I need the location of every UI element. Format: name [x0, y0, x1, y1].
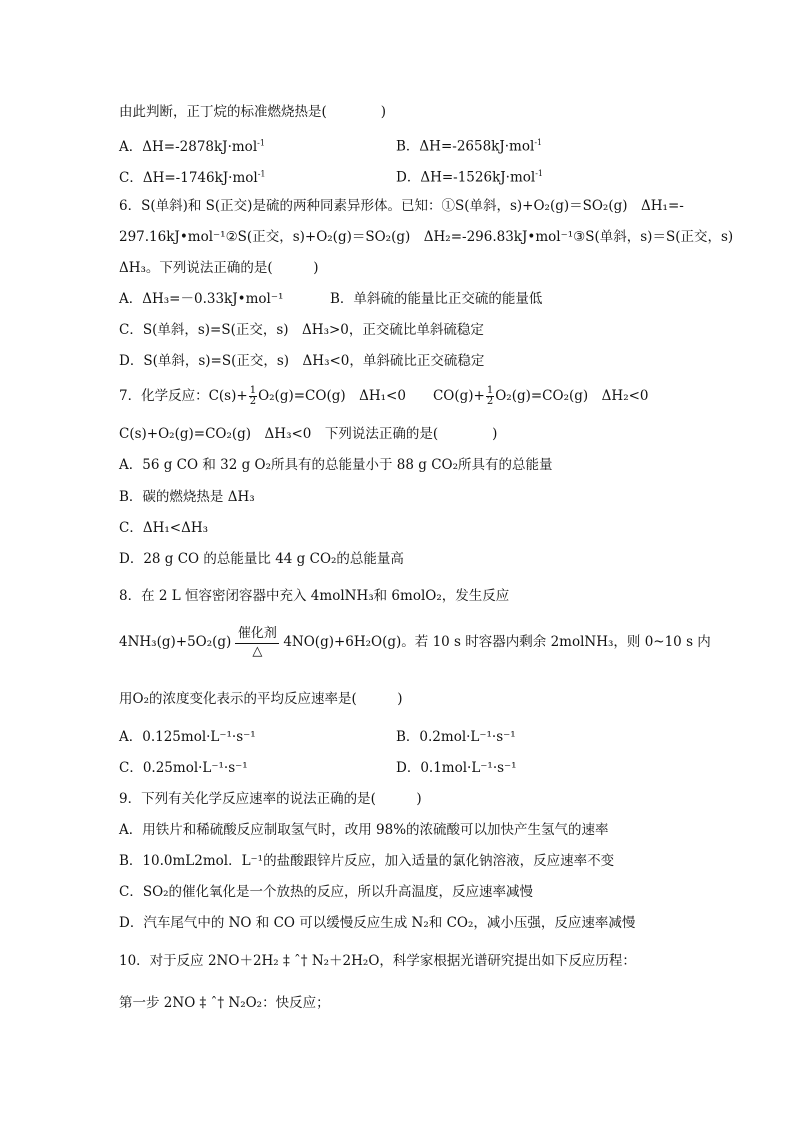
fraction-half: $\frac{1}{2}$: [486, 385, 494, 407]
question-6-options-ab: [119, 290, 719, 308]
question-9-stem: 9．下列有关化学反应速率的说法正确的是( ): [119, 791, 422, 807]
option-b: B．ΔH=-2658kJ·mol$^{-1}$: [396, 138, 543, 155]
question-6-option-c: C．S(单斜，s)=S(正交，s) ΔH₃>0，正交硫比单斜硫稳定: [119, 322, 484, 338]
question-8-options-cd: [119, 759, 719, 777]
option-a: A．ΔH=-2878kJ·mol$^{-1}$: [119, 138, 265, 155]
question-6-stem-line2: 297.16kJ•mol⁻¹②S(正交，s)+O₂(g)＝SO₂(g) ΔH₂=-296.83kJ•mol⁻¹③S(单斜，s)＝S(正交，s): [119, 229, 734, 245]
option-c: C．ΔH=-1746kJ·mol$^{-1}$: [119, 169, 266, 186]
question-5-options-cd: [119, 165, 719, 187]
question-10-stem: 10．对于反应 2NO＋2H₂ ‡ ˆ† N₂＋2H₂O，科学家根据光谱研究提出如下反应历程：: [119, 953, 636, 969]
question-7-stem-line2: C(s)+O₂(g)=CO₂(g) ΔH₃<0 下列说法正确的是( ): [119, 426, 498, 442]
question-10-step1: 第一步 2NO ‡ ˆ† N₂O₂：快反应；: [119, 995, 330, 1011]
question-9-option-c: C．SO₂的催化氧化是一个放热的反应，所以升高温度，反应速率减慢: [119, 884, 534, 900]
option-d: D．0.1mol·L⁻¹·s⁻¹: [396, 760, 517, 776]
question-9-option-b: B．10.0mL2mol．L⁻¹的盐酸跟锌片反应，加入适量的氯化钠溶液，反应速率不变: [119, 853, 615, 869]
fraction-half: $\frac{1}{2}$: [249, 385, 257, 407]
option-d: D．ΔH=-1526kJ·mol$^{-1}$: [396, 169, 544, 186]
question-6-option-d: D．S(单斜，s)=S(正交，s) ΔH₃<0，单斜硫比正交硫稳定: [119, 353, 485, 369]
question-7-option-a: A．56 g CO 和 32 g O₂所具有的总能量小于 88 g CO₂所具有的总能量: [119, 457, 553, 473]
question-5-options-ab: [119, 134, 719, 156]
question-8-equation: 4NH₃(g)+5O₂(g) 催化剂 △ 4NO(g)+6H₂O(g)。若 10 s 时容器内剩余 2molNH₃，则 0~10 s 内: [119, 626, 711, 659]
question-7-option-c: C．ΔH₁<ΔH₃: [119, 520, 209, 536]
option-b: B．0.2mol·L⁻¹·s⁻¹: [396, 729, 516, 745]
option-b: B．单斜硫的能量比正交硫的能量低: [330, 291, 543, 307]
question-8-stem-line1: 8．在 2 L 恒容密闭容器中充入 4molNH₃和 6molO₂，发生反应: [119, 588, 510, 604]
question-7-option-b: B．碳的燃烧热是 ΔH₃: [119, 489, 255, 505]
question-6-stem-line3: ΔH₃。下列说法正确的是( ): [119, 260, 319, 276]
question-7-stem-line1: 7．化学反应：C(s)+ $\frac{1}{2}$ O₂(g)=CO(g) ΔH₁<0 CO(g)+ $\frac{1}{2}$ O₂(g)=CO₂(g) ΔH₂<0: [119, 385, 649, 407]
option-c: C．0.25mol·L⁻¹·s⁻¹: [119, 760, 248, 776]
question-5-stem: 由此判断，正丁烷的标准燃烧热是( ): [119, 104, 387, 120]
question-9-option-d: D．汽车尾气中的 NO 和 CO 可以缓慢反应生成 N₂和 CO₂，减小压强，反应速率减慢: [119, 915, 636, 931]
question-8-options-ab: [119, 728, 719, 746]
question-7-option-d: D．28 g CO 的总能量比 44 g CO₂的总能量高: [119, 551, 404, 567]
option-a: A．0.125mol·L⁻¹·s⁻¹: [119, 729, 256, 745]
question-8-stem-line3: 用O₂的浓度变化表示的平均反应速率是( ): [119, 691, 403, 707]
question-9-option-a: A．用铁片和稀硫酸反应制取氢气时，改用 98%的浓硫酸可以加快产生氢气的速率: [119, 822, 609, 838]
option-a: A．ΔH₃=－0.33kJ•mol⁻¹: [119, 291, 284, 307]
reaction-arrow-catalyst: 催化剂 △: [235, 626, 279, 659]
question-6-stem-line1: 6．S(单斜)和 S(正交)是硫的两种同素异形体。已知：①S(单斜，s)+O₂(g)＝SO₂(g) ΔH₁=-: [119, 198, 684, 214]
